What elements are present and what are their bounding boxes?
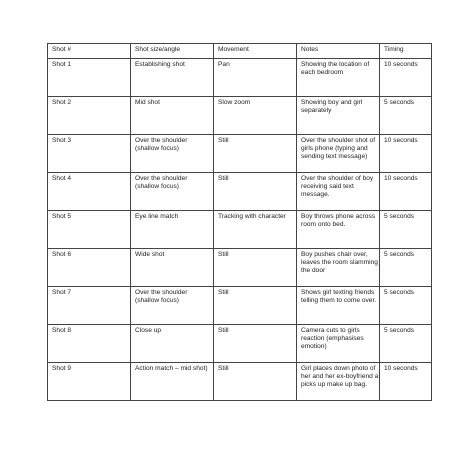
cell-timing: 5 seconds bbox=[380, 97, 432, 135]
table-row bbox=[48, 287, 432, 325]
cell-shot: Shot 9 bbox=[48, 363, 131, 401]
cell-timing: 10 seconds bbox=[380, 135, 432, 173]
table-row bbox=[48, 249, 432, 287]
cell-timing: 10 seconds bbox=[380, 363, 432, 401]
cell-size: Eye line match bbox=[131, 211, 214, 249]
cell-notes: Girl places down photo of her and her ex-boyfriend a picks up make up bag. bbox=[297, 363, 380, 401]
cell-movement: Pan bbox=[214, 59, 297, 97]
cell-notes: Over the shoulder shot of girls phone (typing and sending text message) bbox=[297, 135, 380, 173]
cell-size: Over the shoulder (shallow focus) bbox=[131, 135, 214, 173]
cell-notes: Showing boy and girl separately bbox=[297, 97, 380, 135]
table-header-row bbox=[48, 44, 432, 59]
cell-shot: Shot 1 bbox=[48, 59, 131, 97]
cell-size: Over the shoulder (shallow focus) bbox=[131, 287, 214, 325]
header-shot-size-angle: Shot size/angle bbox=[131, 44, 214, 59]
table-row bbox=[48, 363, 432, 401]
header-timing: Timing bbox=[380, 44, 432, 59]
cell-movement: Still bbox=[214, 363, 297, 401]
cell-timing: 5 seconds bbox=[380, 287, 432, 325]
table-row bbox=[48, 173, 432, 211]
cell-shot: Shot 6 bbox=[48, 249, 131, 287]
cell-notes: Boy throws phone across room onto bed. bbox=[297, 211, 380, 249]
header-notes: Notes bbox=[297, 44, 380, 59]
cell-shot: Shot 3 bbox=[48, 135, 131, 173]
cell-movement: Still bbox=[214, 325, 297, 363]
cell-timing: 5 seconds bbox=[380, 249, 432, 287]
cell-timing: 5 seconds bbox=[380, 325, 432, 363]
cell-size: Mid shot bbox=[131, 97, 214, 135]
table-row bbox=[48, 211, 432, 249]
cell-timing: 5 seconds bbox=[380, 211, 432, 249]
cell-shot: Shot 8 bbox=[48, 325, 131, 363]
cell-size: Establishing shot bbox=[131, 59, 214, 97]
table-row bbox=[48, 135, 432, 173]
cell-movement: Still bbox=[214, 135, 297, 173]
table-row bbox=[48, 97, 432, 135]
cell-shot: Shot 5 bbox=[48, 211, 131, 249]
header-movement: Movement bbox=[214, 44, 297, 59]
cell-movement: Slow zoom bbox=[214, 97, 297, 135]
cell-movement: Still bbox=[214, 249, 297, 287]
cell-timing: 10 seconds bbox=[380, 59, 432, 97]
cell-size: Close up bbox=[131, 325, 214, 363]
cell-shot: Shot 2 bbox=[48, 97, 131, 135]
cell-notes: Camera cuts to girls reaction (emphasises emotion) bbox=[297, 325, 380, 363]
cell-notes: Shows girl texting friends telling them to come over. bbox=[297, 287, 380, 325]
cell-size: Wide shot bbox=[131, 249, 214, 287]
shot-list-table bbox=[47, 43, 432, 401]
cell-timing: 10 seconds bbox=[380, 173, 432, 211]
cell-movement: Still bbox=[214, 287, 297, 325]
cell-shot: Shot 4 bbox=[48, 173, 131, 211]
table-row bbox=[48, 59, 432, 97]
cell-size: Over the shoulder (shallow focus) bbox=[131, 173, 214, 211]
cell-notes: Over the shoulder of boy receiving said text message. bbox=[297, 173, 380, 211]
cell-size: Action match – mid shot) bbox=[131, 363, 214, 401]
header-shot-number: Shot # bbox=[48, 44, 131, 59]
cell-movement: Still bbox=[214, 173, 297, 211]
cell-notes: Showing the location of each bedroom bbox=[297, 59, 380, 97]
table-row bbox=[48, 325, 432, 363]
cell-movement: Tracking with character bbox=[214, 211, 297, 249]
cell-notes: Boy pushes chair over, leaves the room slamming the door bbox=[297, 249, 380, 287]
cell-shot: Shot 7 bbox=[48, 287, 131, 325]
